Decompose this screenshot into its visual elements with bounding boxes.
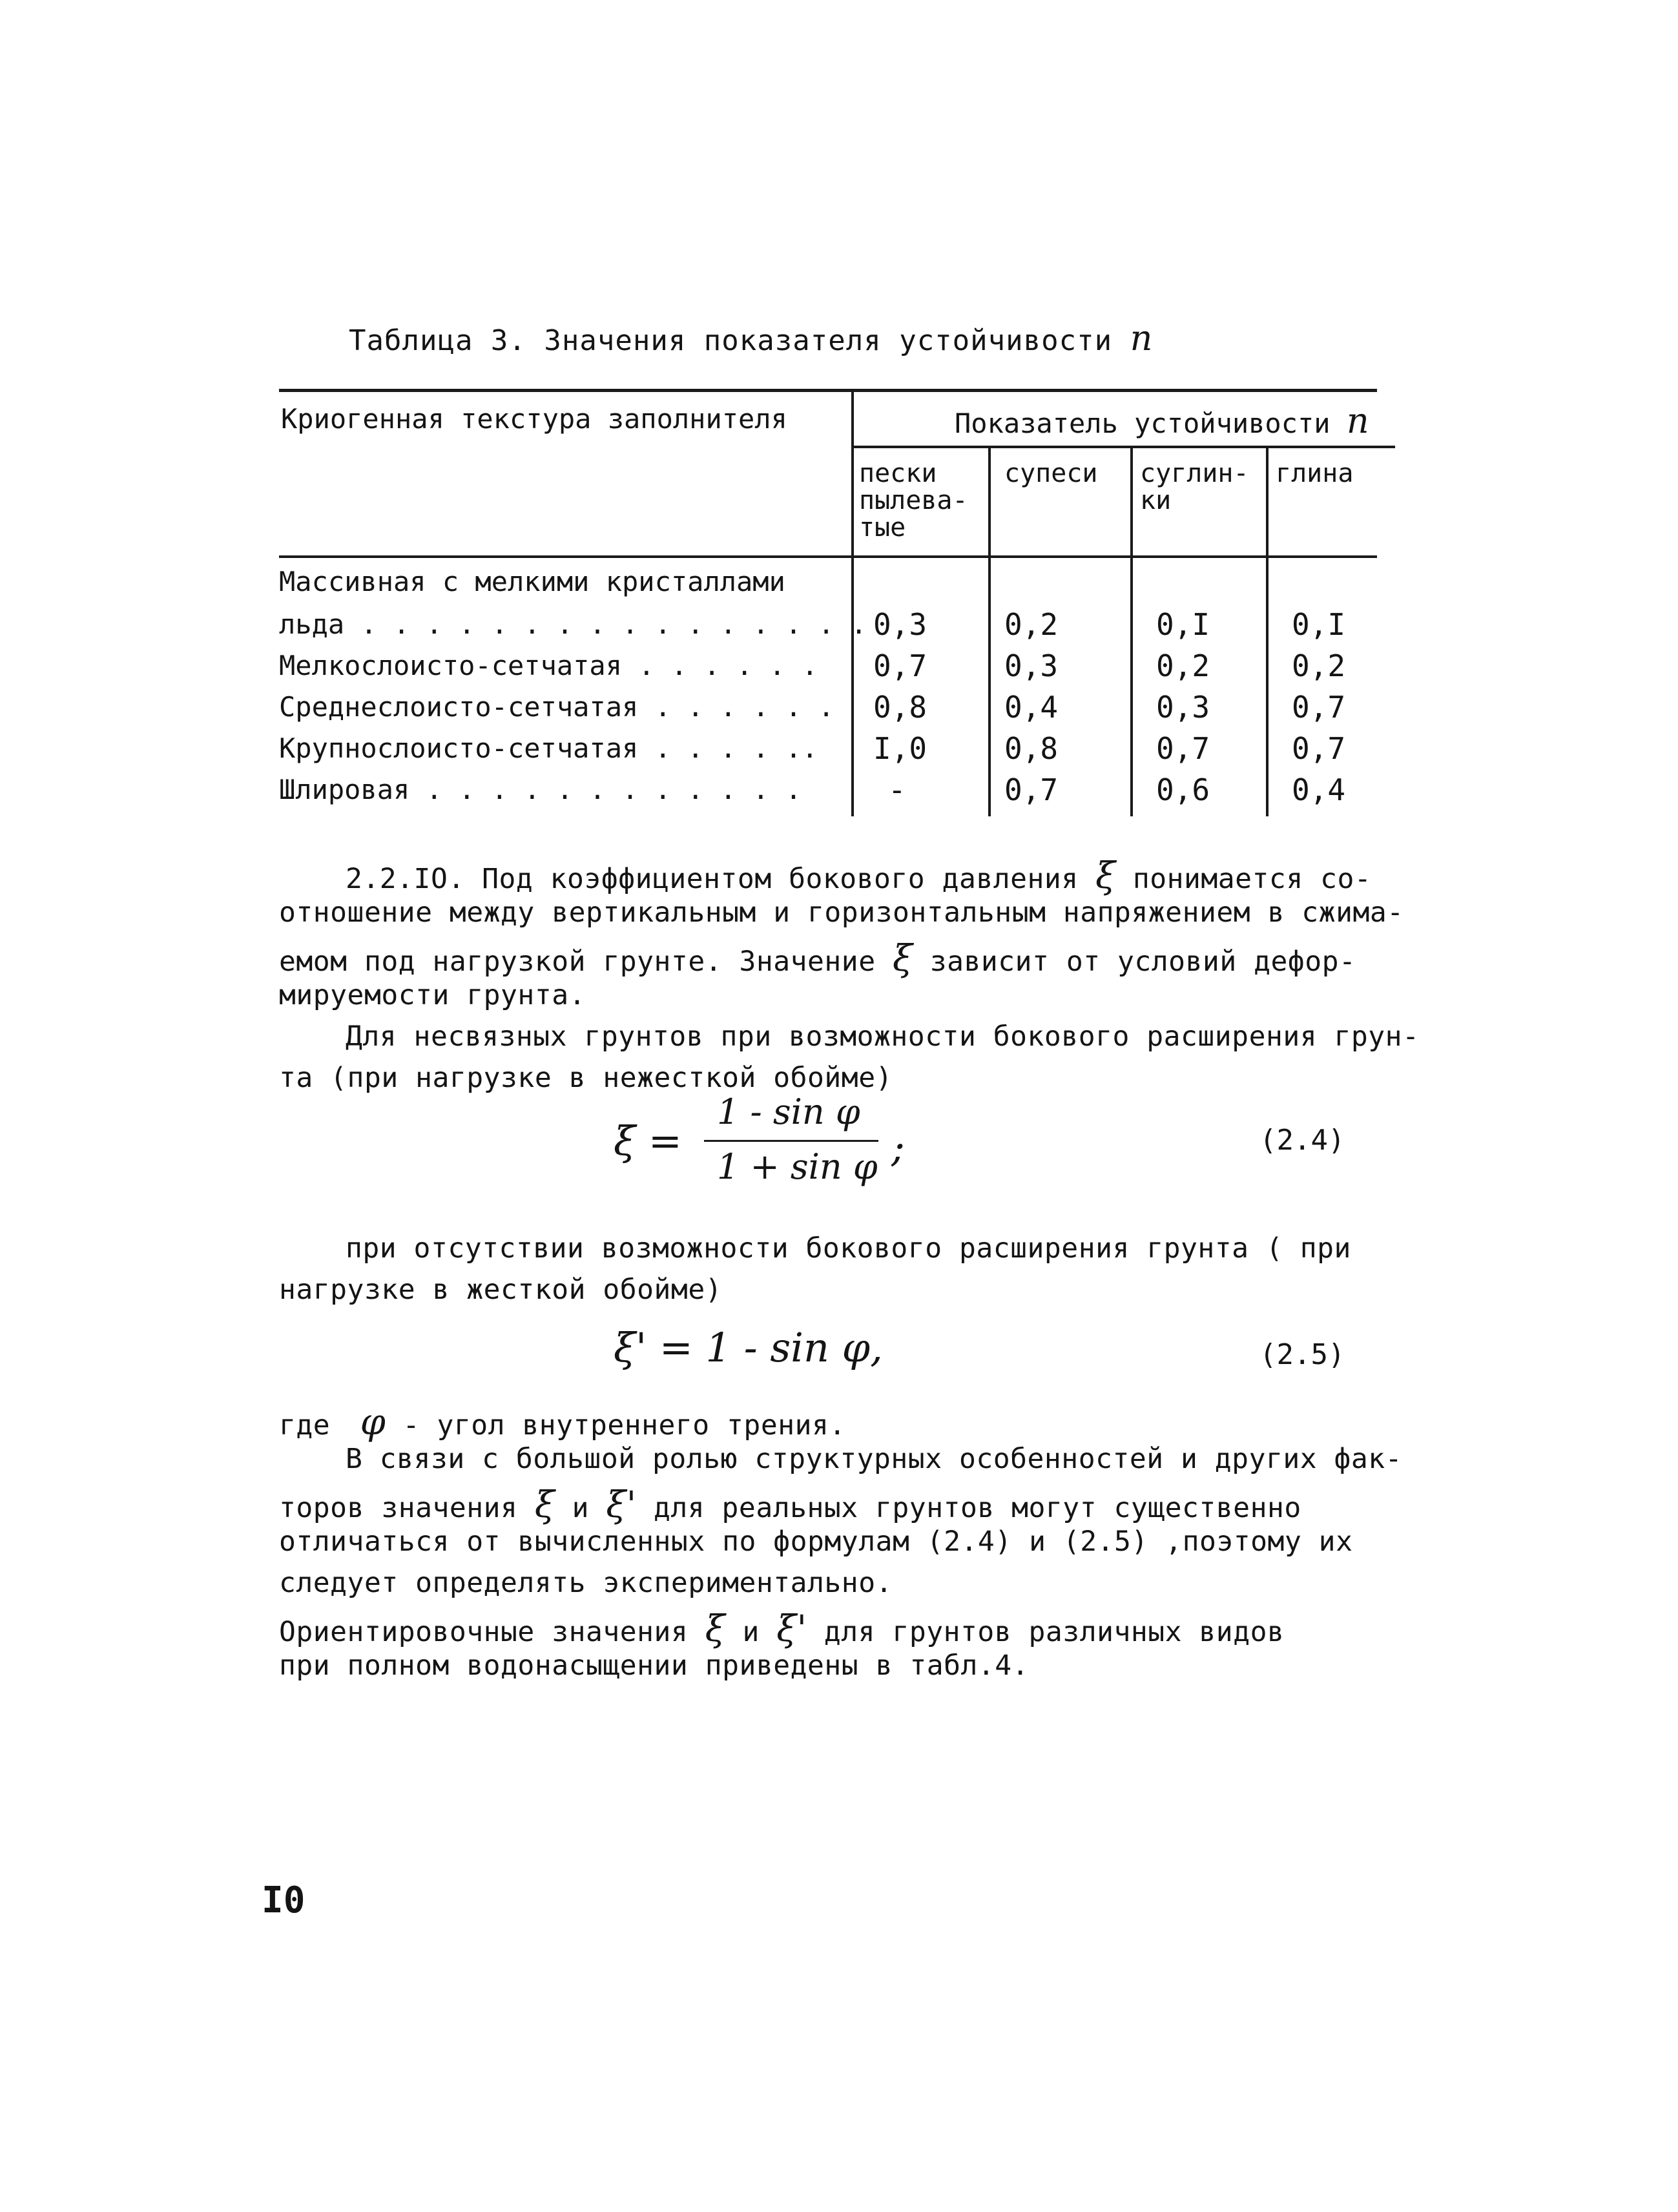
xi-symbol: ξ — [705, 1608, 726, 1650]
row-label-medium-layered: Среднеслоисто-сетчатая . . . . . . — [279, 691, 834, 723]
paragraph-line: мируемости грунта. — [279, 979, 586, 1011]
row-label-schlieren: Шлировая . . . . . . . . . . . . — [279, 774, 802, 805]
text-span: для грунтов различных видов — [823, 1616, 1285, 1648]
row-label-coarse-layered: Крупнослоисто-сетчатая . . . . .. — [279, 732, 818, 764]
formula-2-4-denominator: 1 + sin φ — [717, 1146, 878, 1187]
table-cell: 0,7 — [1156, 731, 1210, 766]
text-span: Ориентировочные значения — [279, 1616, 689, 1648]
text-span: зависит от условий дефор- — [929, 946, 1356, 978]
table-cell: I,0 — [873, 731, 927, 766]
subheader-sands: пески пылева- тые — [859, 459, 968, 543]
table-cell: 0,4 — [1004, 690, 1059, 725]
text-span: и — [742, 1616, 760, 1648]
paragraph-line: та (при нагрузке в нежесткой обойме) — [279, 1062, 893, 1094]
table-cell: - — [888, 772, 906, 807]
paragraph-line: В связи с большой ролью структурных особенностей и других фак- — [346, 1443, 1403, 1475]
phi-symbol: φ — [360, 1401, 386, 1443]
formula-2-5: ξ' = 1 - sin φ, — [614, 1324, 883, 1371]
paragraph-line: при полном водонасыщении приведены в табл.4. — [279, 1649, 1030, 1682]
paragraph-line — [279, 1484, 1301, 1526]
table-cell: 0,7 — [1292, 690, 1346, 725]
page-number: I0 — [262, 1879, 306, 1921]
table-top-rule — [279, 389, 1377, 392]
text-span: - угол внутреннего трения. — [402, 1409, 846, 1442]
table-group-rule — [853, 446, 1395, 448]
formula-2-4-lhs: ξ = — [614, 1117, 682, 1164]
row-label-massive: льда . . . . . . . . . . . . . . . . — [279, 608, 867, 640]
table-cell: 0,I — [1156, 607, 1210, 642]
table-vline-3 — [1130, 447, 1133, 816]
subheader-sandy-loam: супеси — [1004, 459, 1098, 488]
table-cell: 0,7 — [1292, 731, 1346, 766]
paragraph-line: нагрузке в жесткой обойме) — [279, 1274, 723, 1306]
table-cell: 0,2 — [1292, 648, 1346, 683]
paragraph-line: отличаться от вычисленных по формулам (2.4) и (2.5) ,поэтому их — [279, 1525, 1353, 1558]
formula-2-4-semicolon: ; — [891, 1124, 905, 1171]
col-header-texture: Криогенная текстура заполнителя — [281, 403, 787, 435]
table-cell: 0,7 — [1004, 772, 1059, 807]
caption-symbol: n — [1130, 318, 1154, 358]
formula-2-4-fraction-bar — [704, 1140, 878, 1142]
table-cell: 0,2 — [1156, 648, 1210, 683]
table-cell: 0,3 — [873, 607, 927, 642]
paragraph-line: следует определять экспериментально. — [279, 1567, 893, 1599]
table-cell: 0,8 — [873, 690, 927, 725]
table-cell: 0,I — [1292, 607, 1346, 642]
table-caption — [349, 318, 1153, 358]
formula-2-4-numerator: 1 - sin φ — [717, 1091, 860, 1132]
table-vline-1 — [851, 390, 854, 816]
table-cell: 0,3 — [1004, 648, 1059, 683]
text-span: торов значения — [279, 1492, 518, 1524]
text-span: емом под нагрузкой грунте. Значение — [279, 946, 876, 978]
row-label-massive-line1: Массивная с мелкими кристаллами — [279, 566, 785, 597]
paragraph-line — [279, 938, 1356, 980]
text-span: для реальных грунтов могут существенно — [653, 1492, 1301, 1524]
paragraph-line: при отсутствии возможности бокового расширения грунта ( при — [346, 1232, 1351, 1265]
table-cell: 0,2 — [1004, 607, 1059, 642]
equation-number-2-5: (2.5) — [1259, 1338, 1345, 1371]
subheader-loam: суглин- ки — [1140, 459, 1249, 515]
paragraph-line: Для несвязных грунтов при возможности бокового расширения грун- — [346, 1020, 1420, 1053]
table-cell: 0,7 — [873, 648, 927, 683]
table-cell: 0,3 — [1156, 690, 1210, 725]
table-vline-4 — [1266, 447, 1269, 816]
paragraph-line — [279, 1401, 846, 1443]
group-header-symbol: n — [1346, 400, 1369, 441]
table-vline-2 — [988, 447, 991, 816]
text-span: 2.2.IO. Под коэффициентом бокового давления — [346, 863, 1079, 895]
equation-number-2-4: (2.4) — [1259, 1124, 1345, 1157]
table-cell: 0,6 — [1156, 772, 1210, 807]
text-span: понимается со- — [1132, 863, 1372, 895]
xi-symbol: ξ — [534, 1484, 555, 1526]
row-label-fine-layered: Мелкослоисто-сетчатая . . . . . . — [279, 650, 818, 681]
paragraph-line — [346, 855, 1371, 897]
table-header-rule — [279, 555, 1377, 558]
xi-prime-symbol: ξ' — [776, 1608, 807, 1650]
text-span: и — [572, 1492, 589, 1524]
xi-prime-symbol: ξ' — [606, 1484, 637, 1526]
subheader-clay: глина — [1276, 459, 1354, 488]
table-cell: 0,4 — [1292, 772, 1346, 807]
text-span: где — [279, 1409, 331, 1442]
paragraph-line: отношение между вертикальным и горизонтальным напряжением в сжима- — [279, 896, 1404, 929]
xi-symbol: ξ — [1095, 855, 1116, 897]
group-header-text: Показатель устойчивости — [955, 408, 1331, 439]
table-caption-text: Таблица 3. Значения показателя устойчивости — [349, 324, 1113, 357]
xi-symbol: ξ — [892, 938, 913, 980]
paragraph-line — [279, 1608, 1284, 1650]
table-cell: 0,8 — [1004, 731, 1059, 766]
col-header-group — [955, 400, 1369, 441]
